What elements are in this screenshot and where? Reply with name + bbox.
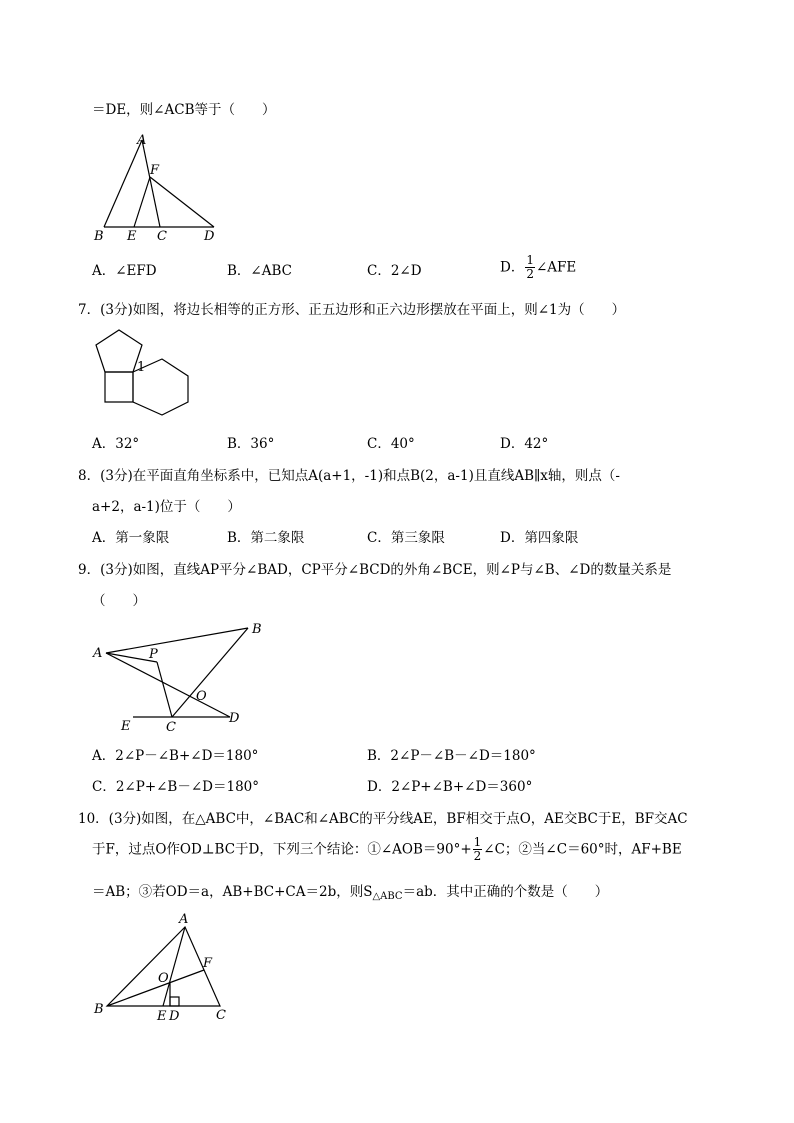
- q6-segment-fd: [150, 177, 214, 227]
- q9-option-a[interactable]: A．2∠P－∠B+∠D＝180°: [92, 748, 259, 764]
- q10-line3-part-b: ＝ab．其中正确的个数是（ ）: [402, 884, 609, 900]
- q7-square: [105, 372, 133, 402]
- q6-segment-ef: [134, 177, 150, 227]
- q6-label-e: E: [127, 229, 137, 244]
- q10-stem-line2: [92, 836, 682, 863]
- q9-segment-ad: [106, 653, 230, 717]
- q6-option-d-fraction: $\frac{1}{2}$: [526, 253, 534, 281]
- q10-label-a: A: [179, 912, 189, 927]
- q9-stem-line1: 9．(3分)如图，直线AP平分∠BAD，CP平分∠BCD的外角∠BCE，则∠P与∠B、∠D的数量关系是: [78, 562, 672, 578]
- q7-angle-1-label: 1: [137, 360, 146, 375]
- q7-stem: 7．(3分)如图，将边长相等的正方形、正五边形和正六边形摆放在平面上，则∠1为（ ）: [78, 302, 626, 318]
- q9-option-d[interactable]: D．2∠P+∠B+∠D＝360°: [367, 779, 533, 795]
- q6-option-c[interactable]: C．2∠D: [367, 263, 422, 279]
- q8-option-b[interactable]: B．第二象限: [227, 530, 305, 546]
- q8-option-d[interactable]: D．第四象限: [500, 530, 579, 546]
- q6-label-d: D: [204, 229, 215, 244]
- q10-area-subscript: △ABC: [372, 891, 403, 902]
- q7-option-c[interactable]: C．40°: [367, 436, 415, 452]
- q10-figure: [90, 910, 240, 1025]
- q6-option-b[interactable]: B．∠ABC: [227, 263, 292, 279]
- q8-stem-line2: a+2，a-1)位于（ ）: [92, 499, 241, 515]
- q9-label-c: C: [166, 720, 176, 735]
- q8-option-a[interactable]: A．第一象限: [92, 530, 170, 546]
- q10-fraction: $\frac{1}{2}$: [473, 835, 482, 863]
- q9-label-e: E: [121, 719, 131, 734]
- q6-label-f: F: [150, 163, 160, 178]
- q6-segment-ab: [104, 140, 142, 227]
- q9-option-b[interactable]: B．2∠P－∠B－∠D＝180°: [367, 748, 536, 764]
- q10-segment-bf: [107, 970, 204, 1006]
- q6-option-a[interactable]: A．∠EFD: [92, 263, 157, 279]
- q9-stem-line2: （ ）: [92, 593, 146, 609]
- q9-label-a: A: [93, 646, 103, 661]
- q6-option-d[interactable]: [500, 254, 576, 281]
- q10-label-c: C: [216, 1008, 226, 1023]
- q9-segment-cb: [172, 628, 248, 717]
- q10-label-o: O: [158, 971, 169, 986]
- q6-figure: [90, 130, 230, 245]
- q6-option-d-suffix: ∠AFE: [535, 259, 577, 276]
- q10-label-b: B: [94, 1002, 104, 1017]
- q6-stem-tail: ＝DE，则∠ACB等于（ ）: [92, 102, 276, 118]
- q7-option-a[interactable]: A．32°: [92, 436, 140, 452]
- q10-line2-part-a: 于F，过点O作OD⊥BC于D，下列三个结论：①∠AOB＝90°+: [92, 841, 472, 858]
- q6-label-a: A: [137, 133, 147, 148]
- q9-figure: [90, 620, 270, 738]
- q10-label-d: D: [169, 1009, 180, 1024]
- q10-stem-line1: 10．(3分)如图，在△ABC中，∠BAC和∠ABC的平分线AE，BF相交于点O，AE交BC于E，BF交AC: [78, 811, 688, 827]
- q7-option-d[interactable]: D．42°: [500, 436, 549, 452]
- q7-option-b[interactable]: B．36°: [227, 436, 275, 452]
- q6-option-d-prefix: D．: [500, 259, 525, 276]
- q10-label-f: F: [203, 956, 213, 971]
- q7-figure: [90, 325, 200, 415]
- q9-option-c[interactable]: C．2∠P+∠B－∠D＝180°: [92, 779, 260, 795]
- q9-label-b: B: [252, 622, 262, 637]
- q6-segment-ac: [142, 140, 160, 227]
- q10-label-e: E: [157, 1009, 167, 1024]
- q10-right-angle-mark: [170, 997, 179, 1006]
- q10-line2-part-b: ∠C；②当∠C＝60°时，AF+BE: [483, 841, 682, 858]
- q10-line3-part-a: ＝AB；③若OD＝a，AB+BC+CA＝2b，则S: [92, 884, 373, 900]
- q9-label-p: P: [149, 647, 158, 662]
- q9-label-d: D: [229, 711, 240, 726]
- q9-segment-ab: [106, 628, 248, 653]
- q10-stem-line3: [92, 883, 608, 906]
- q9-label-o: O: [196, 689, 207, 704]
- q9-segment-pc: [157, 662, 172, 717]
- q6-label-b: B: [94, 229, 104, 244]
- q8-option-c[interactable]: C．第三象限: [367, 530, 445, 546]
- q8-stem-line1: 8．(3分)在平面直角坐标系中，已知点A(a+1，-1)和点B(2，a-1)且直线AB∥x轴，则点（-: [78, 468, 620, 484]
- q7-pentagon: [96, 330, 142, 372]
- q6-label-c: C: [157, 229, 167, 244]
